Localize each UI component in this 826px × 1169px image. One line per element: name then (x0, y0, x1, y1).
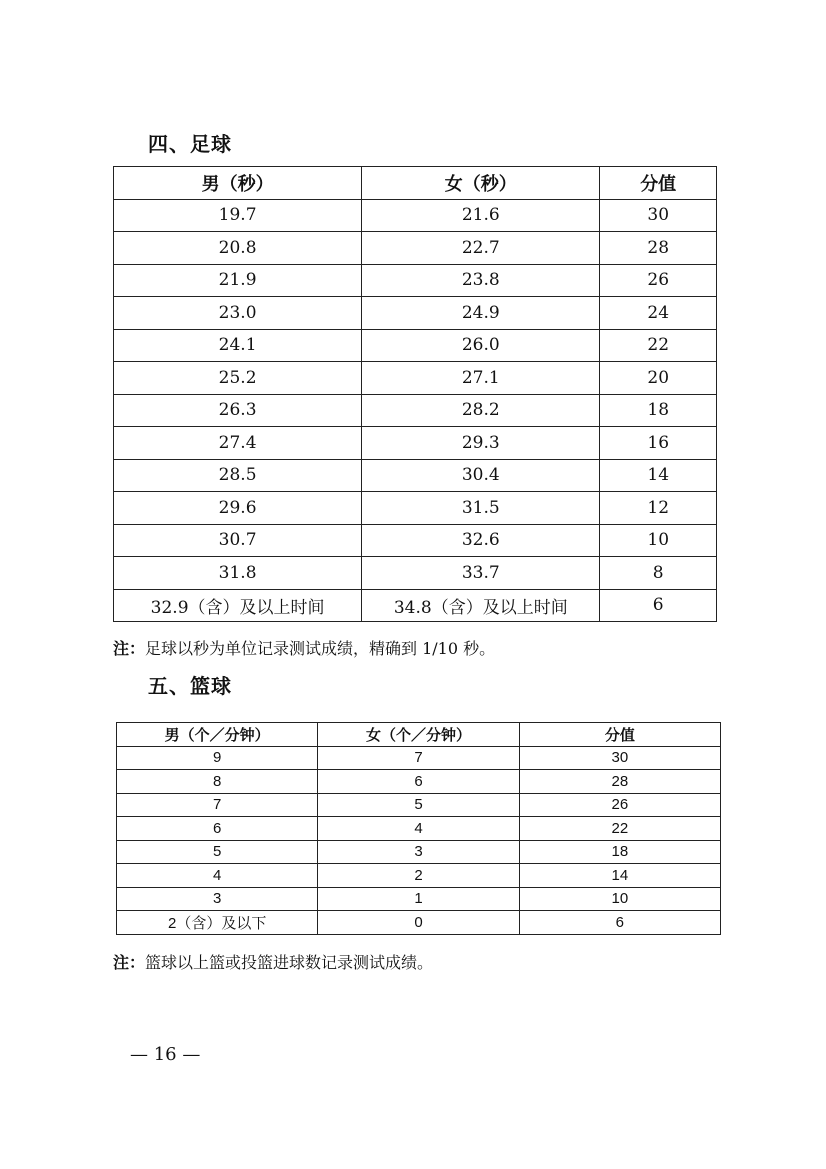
cell-male: 5 (117, 840, 318, 864)
cell-female: 5 (318, 793, 519, 817)
table-row (114, 589, 717, 622)
cell-male: 19.7 (114, 199, 362, 232)
cell-female: 32.6 (362, 524, 600, 557)
cell-score: 14 (600, 459, 717, 492)
cell-male: 7 (117, 793, 318, 817)
cell-male: 3 (117, 887, 318, 911)
cell-score: 10 (600, 524, 717, 557)
table-row (114, 557, 717, 590)
cell-female: 7 (318, 746, 519, 770)
cell-male: 2（含）及以下 (117, 911, 318, 935)
table-row (117, 817, 721, 841)
cell-male: 6 (117, 817, 318, 841)
note-text: 篮球以上篮或投篮进球数记录测试成绩。 (145, 953, 434, 972)
cell-score: 30 (519, 746, 720, 770)
cell-male: 24.1 (114, 329, 362, 362)
cell-female: 1 (318, 887, 519, 911)
cell-male: 23.0 (114, 297, 362, 330)
cell-female: 28.2 (362, 394, 600, 427)
table-row (114, 492, 717, 525)
cell-male: 20.8 (114, 232, 362, 265)
cell-score: 12 (600, 492, 717, 525)
table-row (117, 864, 721, 888)
cell-male: 27.4 (114, 427, 362, 460)
cell-male: 29.6 (114, 492, 362, 525)
cell-male: 9 (117, 746, 318, 770)
cell-female: 24.9 (362, 297, 600, 330)
cell-score: 28 (600, 232, 717, 265)
cell-female: 29.3 (362, 427, 600, 460)
cell-female: 22.7 (362, 232, 600, 265)
table-row (117, 746, 721, 770)
note-label: 注： (113, 953, 146, 972)
cell-male: 31.8 (114, 557, 362, 590)
cell-female: 27.1 (362, 362, 600, 395)
cell-score: 30 (600, 199, 717, 232)
cell-male: 30.7 (114, 524, 362, 557)
column-header-score: 分值 (519, 723, 720, 747)
note-text: 足球以秒为单位记录测试成绩，精确到 1/10 秒。 (145, 639, 496, 658)
cell-female: 4 (318, 817, 519, 841)
cell-male: 28.5 (114, 459, 362, 492)
cell-score: 8 (600, 557, 717, 590)
cell-female: 3 (318, 840, 519, 864)
table-row (114, 362, 717, 395)
table-row (117, 793, 721, 817)
cell-score: 6 (600, 589, 717, 622)
basketball-score-table (116, 722, 721, 935)
table-row (117, 887, 721, 911)
table-row (114, 524, 717, 557)
cell-female: 31.5 (362, 492, 600, 525)
cell-female: 30.4 (362, 459, 600, 492)
cell-male: 26.3 (114, 394, 362, 427)
column-header-male: 男（秒） (114, 167, 362, 200)
football-section-title: 四、足球 (148, 132, 232, 156)
cell-score: 10 (519, 887, 720, 911)
cell-male: 21.9 (114, 264, 362, 297)
table-row (114, 427, 717, 460)
football-score-table (113, 166, 717, 622)
table-row (114, 232, 717, 265)
cell-female: 23.8 (362, 264, 600, 297)
cell-female: 21.6 (362, 199, 600, 232)
table-row (114, 264, 717, 297)
football-note (113, 636, 495, 659)
cell-score: 26 (600, 264, 717, 297)
cell-male: 8 (117, 770, 318, 794)
column-header-female: 女（个／分钟） (318, 723, 519, 747)
cell-female: 2 (318, 864, 519, 888)
page-number: — 16 — (130, 1044, 201, 1065)
table-row (117, 911, 721, 935)
column-header-score: 分值 (600, 167, 717, 200)
cell-female: 34.8（含）及以上时间 (362, 589, 600, 622)
cell-score: 28 (519, 770, 720, 794)
cell-female: 26.0 (362, 329, 600, 362)
table-row (114, 394, 717, 427)
table-row (114, 329, 717, 362)
cell-score: 22 (519, 817, 720, 841)
cell-male: 25.2 (114, 362, 362, 395)
table-header-row (117, 723, 721, 747)
table-row (117, 840, 721, 864)
cell-female: 33.7 (362, 557, 600, 590)
column-header-male: 男（个／分钟） (117, 723, 318, 747)
table-row (114, 297, 717, 330)
cell-score: 18 (600, 394, 717, 427)
basketball-section-title: 五、篮球 (148, 674, 232, 698)
table-row (114, 459, 717, 492)
table-header-row (114, 167, 717, 200)
cell-score: 26 (519, 793, 720, 817)
cell-female: 0 (318, 911, 519, 935)
cell-female: 6 (318, 770, 519, 794)
table-row (114, 199, 717, 232)
cell-score: 20 (600, 362, 717, 395)
cell-score: 24 (600, 297, 717, 330)
cell-score: 16 (600, 427, 717, 460)
cell-score: 22 (600, 329, 717, 362)
column-header-female: 女（秒） (362, 167, 600, 200)
cell-score: 14 (519, 864, 720, 888)
table-row (117, 770, 721, 794)
cell-male: 32.9（含）及以上时间 (114, 589, 362, 622)
note-label: 注： (113, 639, 146, 658)
cell-score: 6 (519, 911, 720, 935)
basketball-note (113, 950, 433, 973)
cell-score: 18 (519, 840, 720, 864)
cell-male: 4 (117, 864, 318, 888)
